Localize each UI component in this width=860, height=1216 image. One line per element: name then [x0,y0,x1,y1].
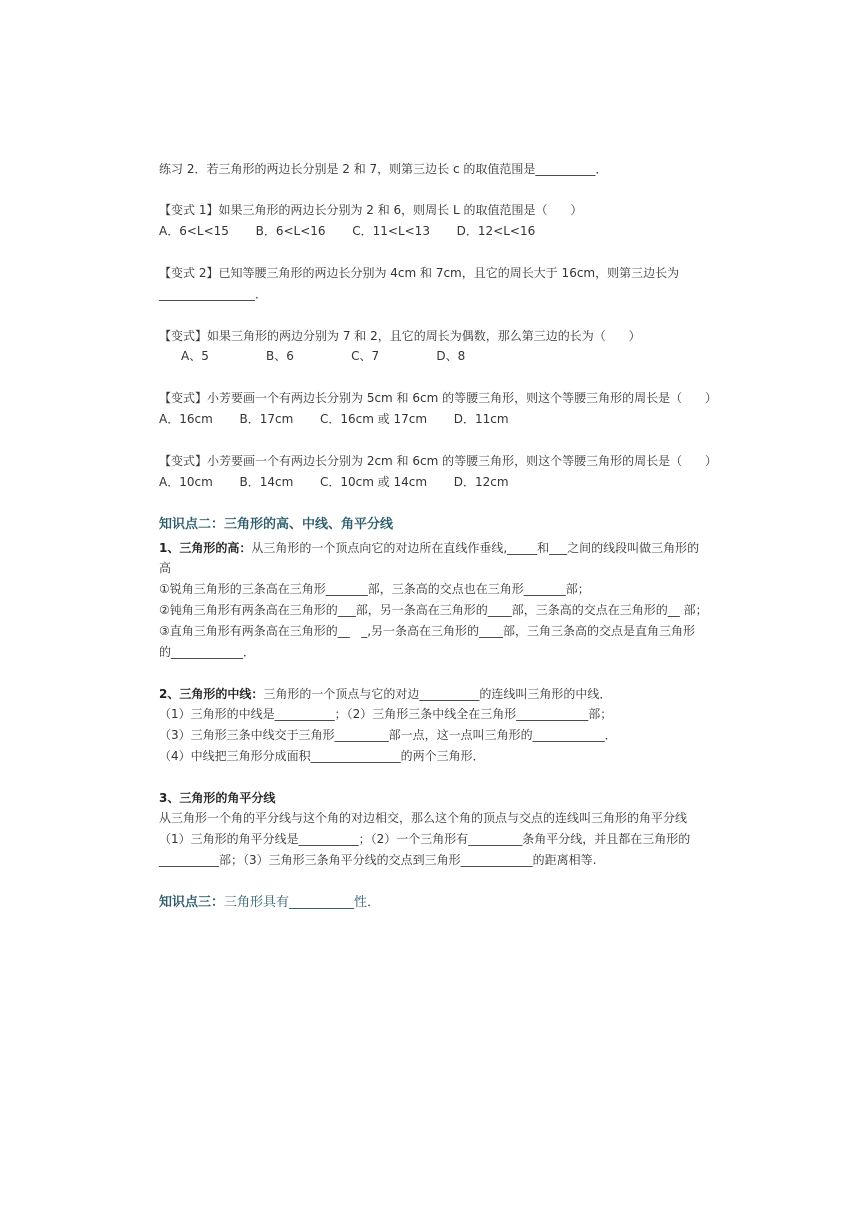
median-label: 2、三角形的中线： [159,687,264,701]
variant-1-question: 【变式 1】如果三角形的两边长分别为 2 和 6，则周长 L 的取值范围是（ ） [159,203,583,217]
knowledge-point-3-text: 三角形具有__________性． [224,895,381,910]
variant-2-line-2: ________________． [159,287,268,301]
median-line-3: （4）中线把三角形分成面积_______________的两个三角形． [159,749,485,763]
variant-4-question: 【变式】小芳要画一个有两边长分别为 5cm 和 6cm 的等腰三角形，则这个等腰三角形的周长是（ ） [159,391,717,405]
bisector-line-3: __________部；（3）三角形三条角平分线的交点到三角形____________的距离相等. [159,853,597,867]
altitude-acute: ①锐角三角形的三条高在三角形_______部，三条高的交点也在三角形_______部； [159,582,590,596]
median-definition [159,686,611,702]
altitude-obtuse: ②钝角三角形有两条高在三角形的___部，另一条高在三角形的____部，三条高的交点在三角形的__ 部； [159,603,708,617]
altitude-right: ③直角三角形有两条高在三角形的__ _,另一条高在三角形的____部，三角三条高的交点是直角三角形 [159,624,696,638]
exercise-2: 练习 2．若三角形的两边长分别是 2 和 7，则第三边长 c 的取值范围是__________． [159,162,608,176]
altitude-right-cont: 的____________． [159,645,256,659]
bisector-line-1: 从三角形一个角的平分线与这个角的对边相交，那么这个角的顶点与交点的连线叫三角形的角平分线 [159,811,688,825]
variant-5-options: A．10cm B．14cm C．10cm 或 14cm D．12cm [159,475,509,489]
variant-5-question: 【变式】小芳要画一个有两边长分别为 2cm 和 6cm 的等腰三角形，则这个等腰三角形的周长是（ ） [159,454,717,468]
median-text: 三角形的一个顶点与它的对边__________的连线叫三角形的中线． [263,687,612,701]
knowledge-point-3-label: 知识点三： [159,895,225,910]
median-line-1: （1）三角形的中线是__________；（2）三角形三条中线全在三角形____________部； [159,707,613,721]
altitude-definition-cont: 高 [159,561,172,575]
bisector-line-2: （1）三角形的角平分线是__________；（2）一个三角形有_________条角平分线，并且都在三角形的 [159,832,691,846]
altitude-definition [159,540,699,556]
variant-3-options: A、5 B、6 C、7 D、8 [181,349,466,363]
variant-3-question: 【变式】如果三角形的两边分别为 7 和 2，且它的周长为偶数，那么第三边的长为（ ） [159,329,641,343]
bisector-label: 3、三角形的角平分线 [159,791,276,805]
variant-1-options: A．6<L<15 B．6<L<16 C．11<L<13 D．12<L<16 [159,224,536,238]
variant-2-line-1: 【变式 2】已知等腰三角形的两边长分别为 4cm 和 7cm，且它的周长大于 16cm，则第三边长为 [159,266,680,280]
bisector-heading [159,790,275,806]
knowledge-point-3 [159,894,380,912]
altitude-text: 从三角形的一个顶点向它的对边所在直线作垂线,_____和___之间的线段叫做三角形的 [251,541,700,555]
altitude-label: 1、三角形的高： [159,541,252,555]
variant-4-options: A．16cm B．17cm C．16cm 或 17cm D．11cm [159,412,509,426]
median-line-2: （3）三角形三条中线交于三角形_________部一点，这一点叫三角形的____________． [159,728,617,742]
knowledge-point-2-heading: 知识点二：三角形的高、中线、角平分线 [159,517,394,532]
